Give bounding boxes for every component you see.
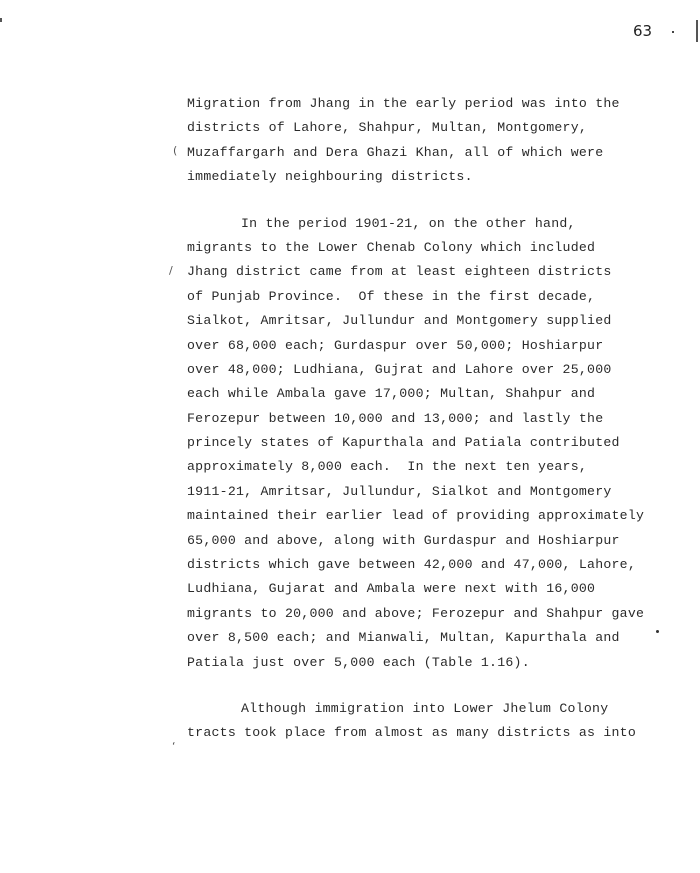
text-line: of Punjab Province. Of these in the first decade, [187,288,596,304]
paragraph-gap [187,190,657,214]
text-line: Migration from Jhang in the early period was into the [187,96,620,111]
text-line: Although immigration into Lower Jhelum Colony [241,700,609,716]
text-line: over 68,000 each; Gurdaspur over 50,000; Hoshiarpur [187,337,604,353]
body-text [187,92,657,746]
text-line: approximately 8,000 each. In the next ten years, [187,459,588,475]
text-line: each while Ambala gave 17,000; Multan, Shahpur and [187,386,596,402]
text-line: Ludhiana, Gujarat and Ambala were next with 16,000 [187,581,596,597]
scan-edge-bar [696,20,698,42]
paragraph-2 [187,212,657,675]
margin-mark: ( [173,144,178,157]
text-line: Jhang district came from at least eighteen districts [187,264,612,280]
text-line: immediately neighbouring districts. [187,169,473,185]
text-line: over 48,000; Ludhiana, Gujrat and Lahore over 25,000 [187,361,612,377]
text-line: maintained their earlier lead of providing approximately [187,508,645,524]
text-line: princely states of Kapurthala and Patiala contributed [187,435,620,451]
text-line: Muzaffargarh and Dera Ghazi Khan, all of which were [187,144,604,160]
text-line: Patiala just over 5,000 each (Table 1.16). [187,654,530,670]
page-number: 63 [633,22,653,40]
text-line: In the period 1901-21, on the other hand, [241,215,576,231]
text-line: 1911-21, Amritsar, Jullundur, Sialkot and Montgomery [187,483,612,499]
text-line: districts which gave between 42,000 and 47,000, Lahore, [187,557,637,573]
text-line: 65,000 and above, along with Gurdaspur and Hoshiarpur [187,532,620,548]
scan-edge-mark [0,18,2,22]
paragraph-1 [187,92,657,190]
text-line: Sialkot, Amritsar, Jullundur and Montgomery supplied [187,313,612,329]
stray-mark [672,31,674,33]
text-line: Ferozepur between 10,000 and 13,000; and lastly the [187,410,604,426]
paragraph-gap [187,675,657,699]
text-line: migrants to 20,000 and above; Ferozepur and Shahpur gave [187,605,645,621]
text-line: migrants to the Lower Chenab Colony which included [187,239,596,255]
margin-mark: ‘ [172,740,176,753]
paragraph-3 [187,697,657,746]
text-line: over 8,500 each; and Mianwali, Multan, Kapurthala and [187,630,620,646]
text-line: districts of Lahore, Shahpur, Multan, Montgomery, [187,120,588,136]
margin-mark: / [169,264,173,277]
text-line: tracts took place from almost as many districts as into [187,725,637,741]
